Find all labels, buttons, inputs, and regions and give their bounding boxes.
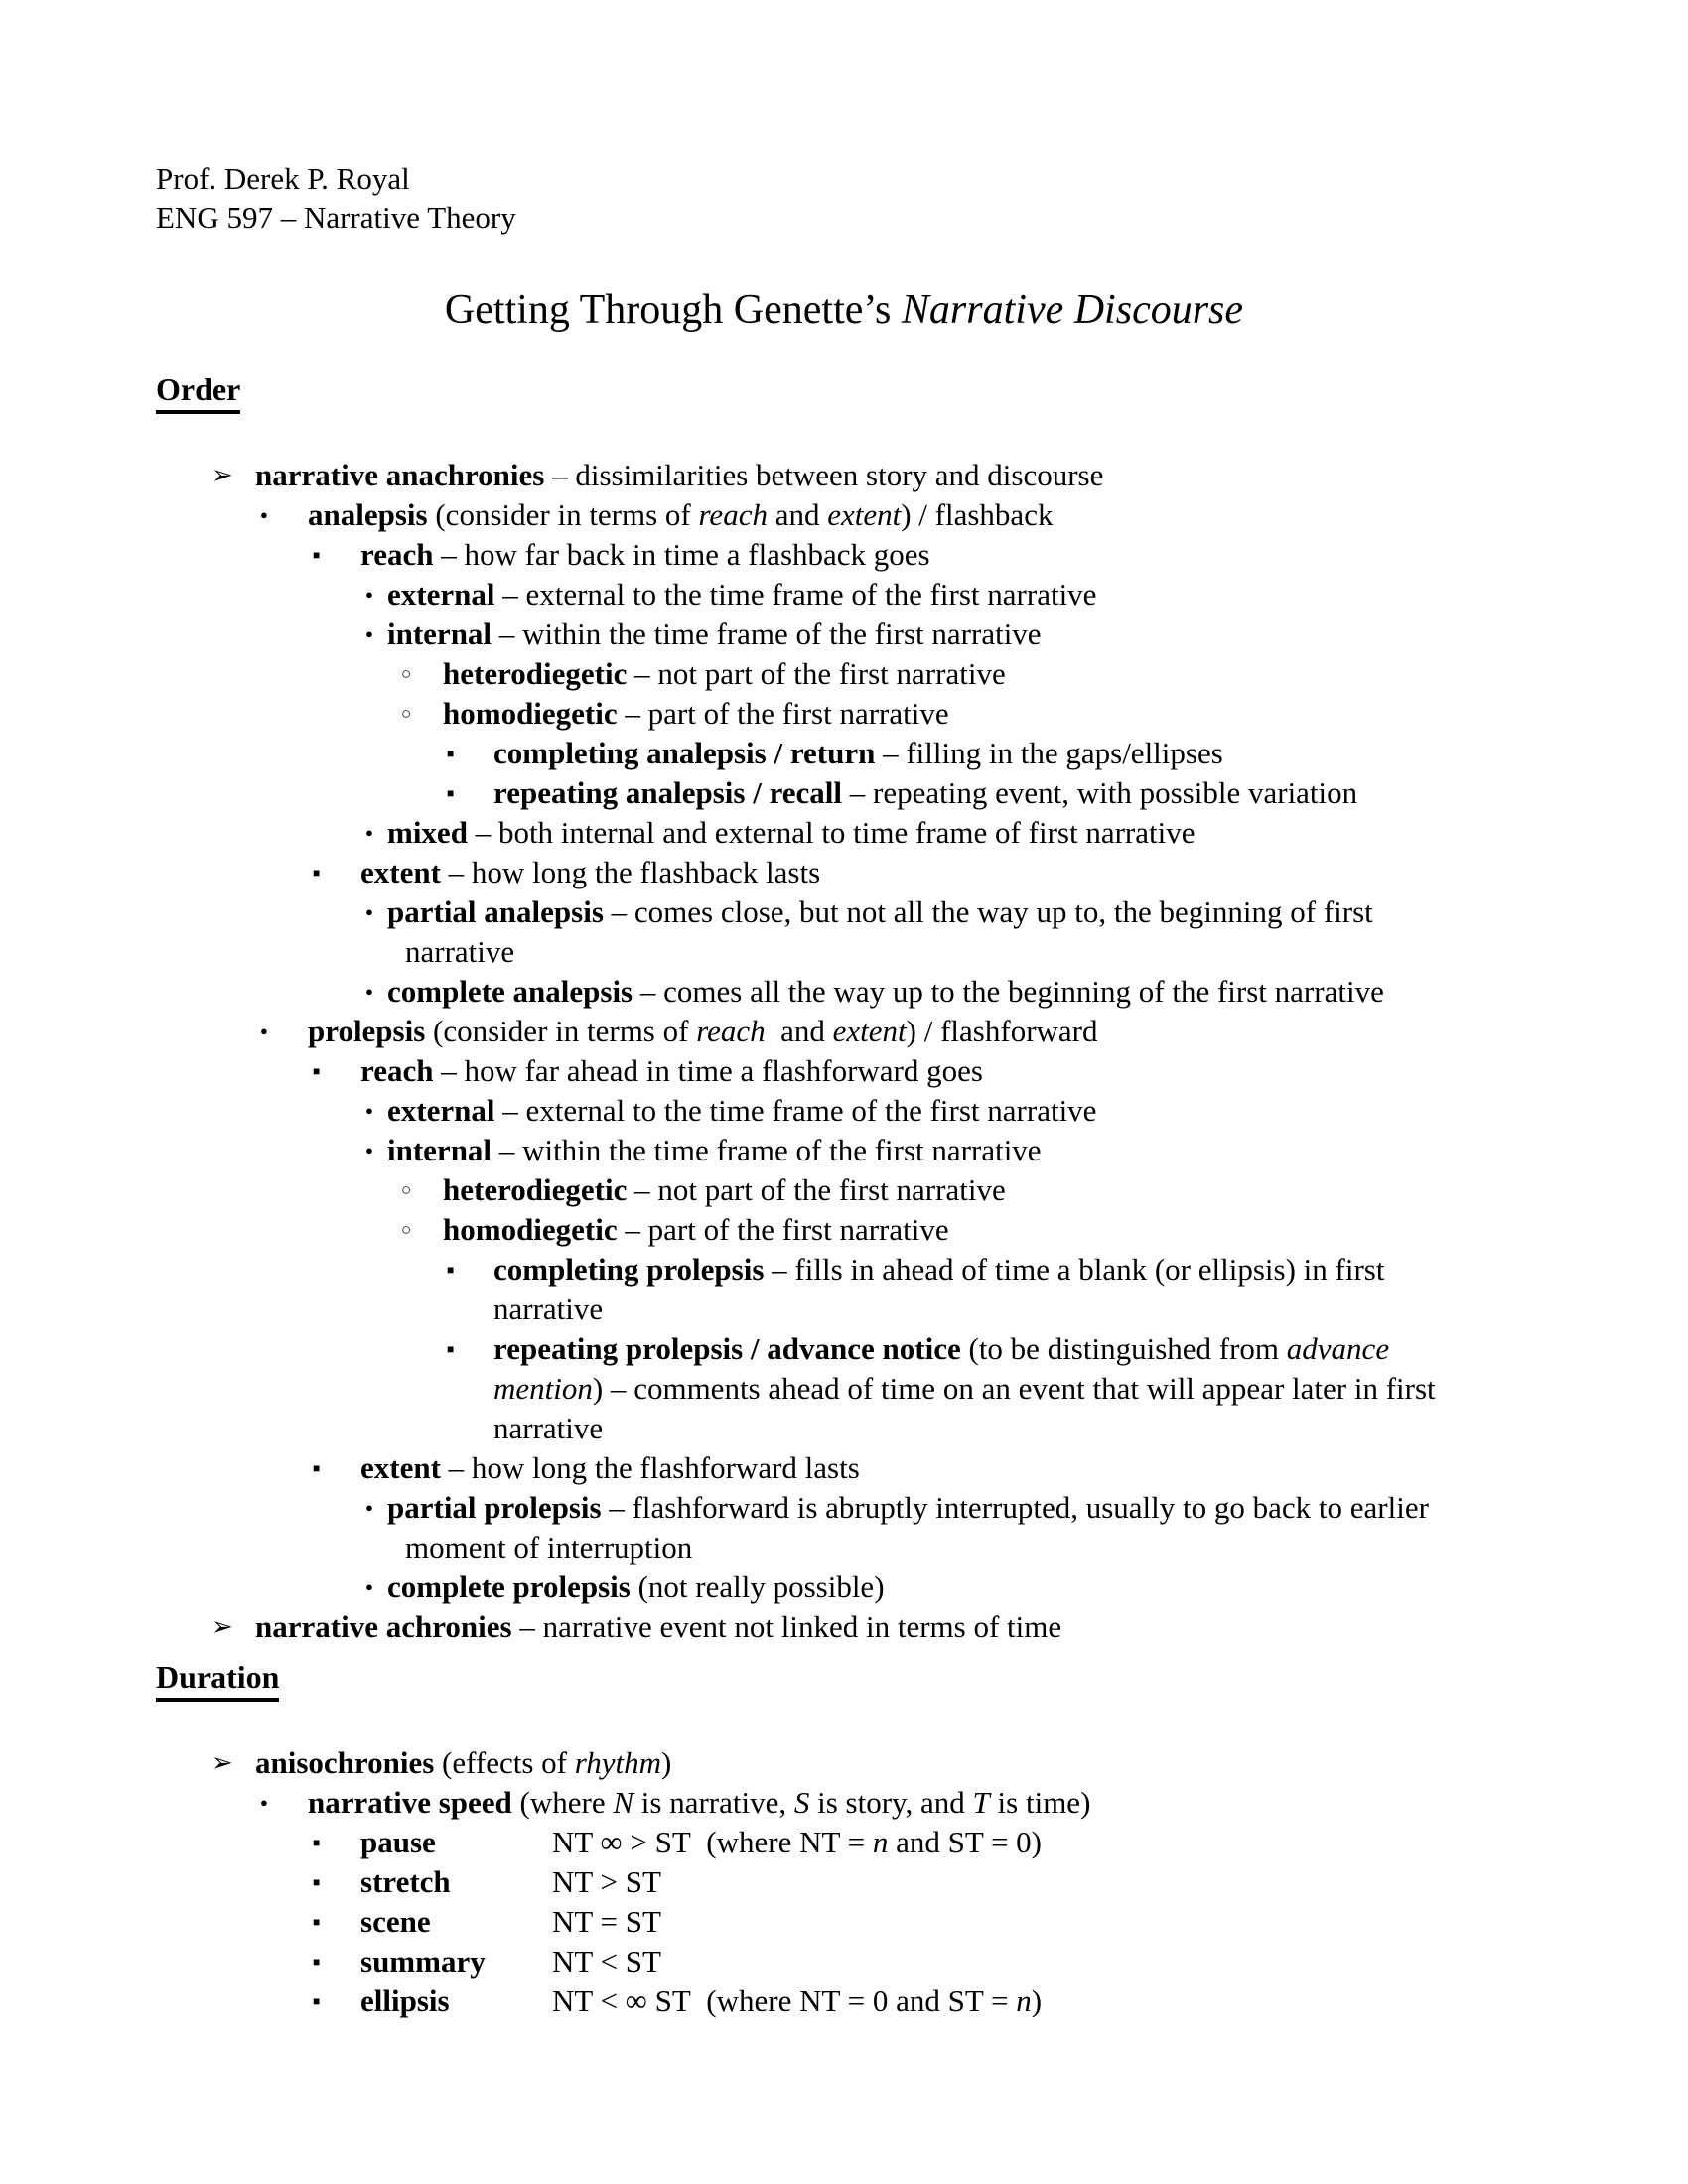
text-run: N xyxy=(613,1785,634,1820)
text-run: – not part of the first narrative xyxy=(627,656,1006,691)
text-run: repeating prolepsis / advance notice xyxy=(493,1331,961,1366)
outline-item-partial-prolepsis xyxy=(156,1488,1668,1568)
text-run: narrative speed xyxy=(308,1785,512,1820)
text-run: reach xyxy=(360,537,434,572)
outline-item-complete-prolepsis xyxy=(156,1568,1668,1607)
text-run: narrative xyxy=(493,1411,604,1445)
term-formula xyxy=(552,1983,1042,2018)
text-run: and xyxy=(765,1014,833,1048)
outline-item-extent xyxy=(156,1448,1668,1488)
text-run: mixed xyxy=(387,815,468,850)
circle-bullet-icon: ○ xyxy=(401,1220,412,1239)
text-run: is time) xyxy=(989,1785,1091,1820)
text-run: (consider in terms of xyxy=(427,497,699,532)
square-bullet-icon: ■ xyxy=(313,548,321,562)
text-run: partial analepsis xyxy=(387,894,604,929)
outline-item-heterodiegetic xyxy=(156,654,1668,694)
text-run: narrative xyxy=(493,1292,604,1326)
text-run: external xyxy=(387,1093,495,1128)
text-run: ) xyxy=(661,1745,672,1780)
text-run: mention xyxy=(493,1371,593,1406)
circle-bullet-icon: ○ xyxy=(401,1180,412,1199)
text-run: ) / flashback xyxy=(901,497,1054,532)
text-run: – repeating event, with possible variation xyxy=(842,775,1358,810)
text-run: Getting Through Genette’s xyxy=(444,287,902,333)
outline-item-pause xyxy=(156,1823,1668,1862)
document-title xyxy=(156,284,1532,336)
square-bullet-icon: ■ xyxy=(313,1875,321,1889)
text-run: (not really possible) xyxy=(630,1570,885,1604)
text-run: – part of the first narrative xyxy=(617,696,949,731)
term-formula xyxy=(552,1864,661,1899)
outline-item-homodiegetic xyxy=(156,694,1668,734)
text-run: is story, and xyxy=(809,1785,973,1820)
document-header xyxy=(156,159,1668,238)
outline-item-narrative-anachronies xyxy=(156,456,1668,495)
outline-item-internal xyxy=(156,1131,1668,1170)
outline-item-completing-analepsis-return xyxy=(156,734,1668,773)
text-run: – how long the flashback lasts xyxy=(440,855,821,889)
text-run: – within the time frame of the first narrative xyxy=(492,616,1042,651)
disc-bullet-icon: ● xyxy=(260,1795,268,1810)
term-formula xyxy=(552,1904,661,1939)
outline-item-complete-analepsis xyxy=(156,972,1668,1012)
text-run: NT < ∞ ST (where NT = 0 and ST = xyxy=(552,1983,1017,2018)
text-run: – comes close, but not all the way up to, the beginning of first xyxy=(603,894,1373,929)
text-run: extent xyxy=(832,1014,907,1048)
disc-bullet-icon: ● xyxy=(365,825,373,840)
outline-item-analepsis xyxy=(156,495,1668,535)
text-run: T xyxy=(972,1785,990,1820)
square-bullet-icon: ■ xyxy=(313,1994,321,2008)
text-run: extent xyxy=(360,855,441,889)
text-run: – external to the time frame of the first narrative xyxy=(494,1093,1097,1128)
outline-item-prolepsis xyxy=(156,1012,1668,1051)
square-bullet-icon: ■ xyxy=(313,1836,321,1849)
outline-item-heterodiegetic xyxy=(156,1170,1668,1210)
term-label: stretch xyxy=(360,1864,451,1899)
text-run: ) / flashforward xyxy=(906,1014,1098,1048)
text-run: reach xyxy=(360,1053,434,1088)
term-label: pause xyxy=(360,1825,436,1859)
square-bullet-icon: ■ xyxy=(313,1064,321,1078)
square-bullet-icon: ■ xyxy=(447,1342,455,1356)
arrow-bullet-icon: ➢ xyxy=(211,461,233,490)
outline-item-stretch xyxy=(156,1862,1668,1902)
text-run: – filling in the gaps/ellipses xyxy=(875,736,1223,770)
square-bullet-icon: ■ xyxy=(313,866,321,880)
text-run: NT < ST xyxy=(552,1944,661,1979)
section-heading-order xyxy=(156,369,1668,414)
outline-item-ellipsis xyxy=(156,1981,1668,2021)
text-run: NT ∞ > ST (where NT = xyxy=(552,1825,873,1859)
text-run: advance xyxy=(1286,1331,1390,1366)
text-run: repeating analepsis / recall xyxy=(493,775,843,810)
outline-item-external xyxy=(156,575,1668,614)
disc-bullet-icon: ● xyxy=(365,904,373,919)
square-bullet-icon: ■ xyxy=(313,1955,321,1969)
disc-bullet-icon: ● xyxy=(365,1103,373,1118)
text-run: – both internal and external to time frame of first narrative xyxy=(467,815,1196,850)
circle-bullet-icon: ○ xyxy=(401,704,412,723)
section-heading-order-label: Order xyxy=(156,369,240,414)
outline-item-extent xyxy=(156,853,1668,892)
text-run: homodiegetic xyxy=(443,696,618,731)
text-run: (effects of xyxy=(434,1745,575,1780)
outline-item-partial-analepsis xyxy=(156,892,1668,972)
outline-item-narrative-speed xyxy=(156,1783,1668,1823)
text-run: analepsis xyxy=(308,497,428,532)
text-run: extent xyxy=(360,1450,441,1485)
disc-bullet-icon: ● xyxy=(365,626,373,641)
text-run: (where xyxy=(511,1785,614,1820)
disc-bullet-icon: ● xyxy=(365,587,373,602)
text-run: – narrative event not linked in terms of time xyxy=(511,1609,1062,1644)
term-label: summary xyxy=(360,1944,486,1979)
text-run: anisochronies xyxy=(255,1745,435,1780)
outline-item-mixed xyxy=(156,813,1668,853)
outline-item-internal xyxy=(156,614,1668,654)
outline-item-repeating-prolepsis-advance-notice xyxy=(156,1329,1668,1448)
header-course: ENG 597 – Narrative Theory xyxy=(156,201,516,235)
square-bullet-icon: ■ xyxy=(447,747,455,760)
square-bullet-icon: ■ xyxy=(447,1263,455,1277)
text-run: reach xyxy=(698,497,768,532)
text-run: extent xyxy=(827,497,902,532)
term-label: scene xyxy=(360,1904,431,1939)
text-run: homodiegetic xyxy=(443,1212,618,1247)
term-label: ellipsis xyxy=(360,1983,450,2018)
text-run: internal xyxy=(387,616,492,651)
text-run: – dissimilarities between story and discourse xyxy=(544,458,1104,492)
text-run: NT > ST xyxy=(552,1864,661,1899)
circle-bullet-icon: ○ xyxy=(401,664,412,683)
text-run: completing analepsis / return xyxy=(493,736,876,770)
arrow-bullet-icon: ➢ xyxy=(211,1748,233,1778)
text-run: moment of interruption xyxy=(405,1530,693,1565)
text-run: – comes all the way up to the beginning of the first narrative xyxy=(633,974,1384,1009)
text-run: (consider in terms of xyxy=(425,1014,697,1048)
outline-item-narrative-achronies xyxy=(156,1607,1668,1647)
outline-item-scene xyxy=(156,1902,1668,1942)
square-bullet-icon: ■ xyxy=(313,1915,321,1929)
text-run: ) – comments ahead of time on an event that will appear later in first xyxy=(592,1371,1436,1406)
text-run: – how far ahead in time a flashforward goes xyxy=(433,1053,983,1088)
text-run: – how far back in time a flashback goes xyxy=(433,537,930,572)
text-run: narrative achronies xyxy=(255,1609,512,1644)
text-run: (to be distinguished from xyxy=(960,1331,1287,1366)
text-run: and xyxy=(767,497,828,532)
text-run: Narrative Discourse xyxy=(901,287,1244,333)
text-run: partial prolepsis xyxy=(387,1490,602,1525)
disc-bullet-icon: ● xyxy=(365,1143,373,1158)
text-run: – fills in ahead of time a blank (or ellipsis) in first xyxy=(764,1252,1385,1287)
text-run: and ST = 0) xyxy=(888,1825,1043,1859)
text-run: n xyxy=(1016,1983,1032,2018)
arrow-bullet-icon: ➢ xyxy=(211,1612,233,1642)
duration-outline-list xyxy=(156,1743,1668,2021)
text-run: completing prolepsis xyxy=(493,1252,765,1287)
disc-bullet-icon: ● xyxy=(260,1024,268,1038)
square-bullet-icon: ■ xyxy=(447,786,455,800)
text-run: ) xyxy=(1031,1983,1043,2018)
header-author: Prof. Derek P. Royal xyxy=(156,161,410,196)
term-formula xyxy=(552,1825,1042,1859)
text-run: NT = ST xyxy=(552,1904,661,1939)
text-run: is narrative, xyxy=(633,1785,794,1820)
outline-item-summary xyxy=(156,1942,1668,1981)
text-run: – within the time frame of the first narrative xyxy=(492,1133,1042,1167)
text-run: n xyxy=(872,1825,889,1859)
outline-item-external xyxy=(156,1091,1668,1131)
text-run: reach xyxy=(696,1014,766,1048)
disc-bullet-icon: ● xyxy=(365,1579,373,1594)
outline-item-repeating-analepsis-recall xyxy=(156,773,1668,813)
outline-item-reach xyxy=(156,535,1668,575)
section-heading-duration-label: Duration xyxy=(156,1657,279,1702)
text-run: heterodiegetic xyxy=(443,656,628,691)
text-run: narrative xyxy=(405,934,515,969)
text-run: – flashforward is abruptly interrupted, usually to go back to earlier xyxy=(601,1490,1429,1525)
text-run: – not part of the first narrative xyxy=(627,1172,1006,1207)
term-formula xyxy=(552,1944,661,1979)
disc-bullet-icon: ● xyxy=(365,984,373,999)
square-bullet-icon: ■ xyxy=(313,1461,321,1475)
text-run: prolepsis xyxy=(308,1014,426,1048)
outline-item-anisochronies xyxy=(156,1743,1668,1783)
text-run: S xyxy=(793,1785,810,1820)
order-outline-list xyxy=(156,456,1668,1647)
text-run: complete prolepsis xyxy=(387,1570,631,1604)
outline-item-reach xyxy=(156,1051,1668,1091)
disc-bullet-icon: ● xyxy=(365,1500,373,1515)
outline-item-homodiegetic xyxy=(156,1210,1668,1250)
text-run: – how long the flashforward lasts xyxy=(440,1450,860,1485)
outline-item-completing-prolepsis xyxy=(156,1250,1668,1329)
text-run: external xyxy=(387,577,495,612)
text-run: internal xyxy=(387,1133,492,1167)
text-run: heterodiegetic xyxy=(443,1172,628,1207)
text-run: narrative anachronies xyxy=(255,458,545,492)
section-heading-duration xyxy=(156,1657,1668,1702)
text-run: rhythm xyxy=(574,1745,661,1780)
text-run: – external to the time frame of the first narrative xyxy=(494,577,1097,612)
disc-bullet-icon: ● xyxy=(260,507,268,522)
text-run: – part of the first narrative xyxy=(617,1212,949,1247)
text-run: complete analepsis xyxy=(387,974,633,1009)
